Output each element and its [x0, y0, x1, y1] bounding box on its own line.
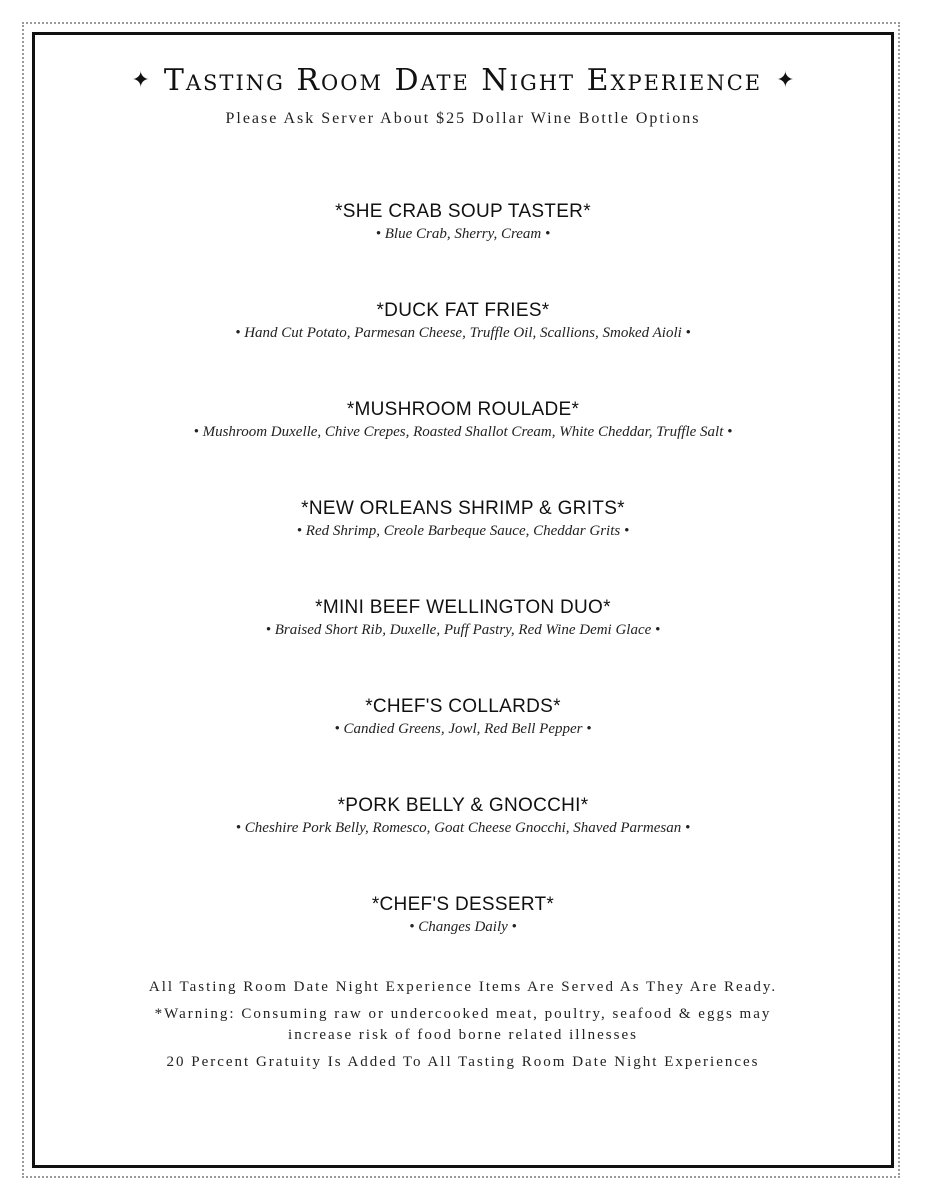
- menu-item-beef-wellington-duo: [35, 596, 891, 695]
- item-name: *MUSHROOM ROULADE*: [346, 399, 580, 420]
- item-description: • Cheshire Pork Belly, Romesco, Goat Cheese Gnocchi, Shaved Parmesan •: [235, 820, 691, 836]
- page-title: Tasting Room Date Night Experience: [163, 63, 763, 98]
- menu-item-pork-belly-gnocchi: [35, 794, 891, 893]
- item-description: • Changes Daily •: [409, 919, 517, 935]
- item-description: • Mushroom Duxelle, Chive Crepes, Roasted Shallot Cream, White Cheddar, Truffle Salt •: [193, 424, 733, 440]
- item-name: *CHEF'S DESSERT*: [371, 894, 555, 915]
- item-description: • Candied Greens, Jowl, Red Bell Pepper •: [334, 721, 592, 737]
- item-name: *MINI BEEF WELLINGTON DUO*: [315, 597, 611, 618]
- title-row: [131, 63, 794, 98]
- menu-list: [35, 200, 891, 992]
- gratuity-note: 20 Percent Gratuity Is Added To All Tasting Room Date Night Experiences: [166, 1054, 760, 1070]
- wine-options-subtitle: Please Ask Server About $25 Dollar Wine Bottle Options: [225, 110, 701, 127]
- sparkle-left-icon: ✦: [131, 67, 150, 93]
- item-description: • Blue Crab, Sherry, Cream •: [375, 226, 551, 242]
- menu-header: [35, 63, 891, 128]
- item-name: *CHEF'S COLLARDS*: [365, 696, 561, 717]
- menu-item-mushroom-roulade: [35, 398, 891, 497]
- item-description: • Red Shrimp, Creole Barbeque Sauce, Cheddar Grits •: [296, 523, 630, 539]
- item-name: *SHE CRAB SOUP TASTER*: [335, 201, 591, 222]
- served-note: All Tasting Room Date Night Experience Items Are Served As They Are Ready.: [148, 979, 778, 995]
- menu-footer: [35, 977, 891, 1079]
- item-name: *NEW ORLEANS SHRIMP & GRITS*: [301, 498, 625, 519]
- food-safety-warning: *Warning: Consuming raw or undercooked meat, poultry, seafood & eggs may increase risk of food borne related illnesses: [154, 1006, 772, 1043]
- item-description: • Hand Cut Potato, Parmesan Cheese, Truffle Oil, Scallions, Smoked Aioli •: [235, 325, 691, 341]
- menu-item-shrimp-and-grits: [35, 497, 891, 596]
- item-description: • Braised Short Rib, Duxelle, Puff Pastry, Red Wine Demi Glace •: [265, 622, 661, 638]
- menu-item-duck-fat-fries: [35, 299, 891, 398]
- sparkle-right-icon: ✦: [776, 67, 795, 93]
- item-name: *PORK BELLY & GNOCCHI*: [337, 795, 589, 816]
- menu-item-she-crab-soup: [35, 200, 891, 299]
- menu-item-chefs-collards: [35, 695, 891, 794]
- item-name: *DUCK FAT FRIES*: [376, 300, 550, 321]
